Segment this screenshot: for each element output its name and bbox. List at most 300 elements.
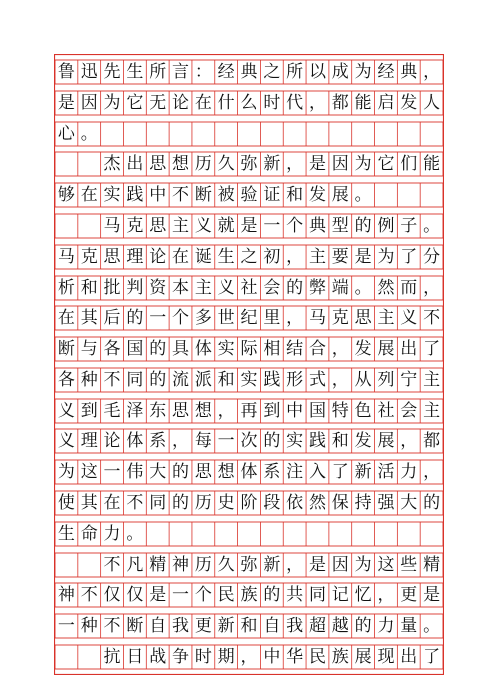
grid-character: 弥 [240,555,258,575]
text-line [54,583,444,607]
grid-character: 什 [217,93,235,113]
grid-character: 大 [400,493,418,513]
grid-character: 我 [286,616,304,636]
grid-character: 量 [400,616,418,636]
grid-character: 泽 [126,401,144,421]
grid-character: 展 [354,647,372,667]
text-line [54,306,444,330]
grid-character: 凡 [126,555,144,575]
grid-character: 发 [354,431,372,451]
grid-character: 体 [126,431,144,451]
grid-character: 久 [217,154,235,174]
grid-character: 些 [400,555,418,575]
grid-character: 实 [217,339,235,359]
grid-character: 形 [286,370,304,390]
grid-character: 是 [149,585,167,605]
grid-character: 式 [308,370,326,390]
grid-character: 么 [240,93,258,113]
grid-character: 成 [331,62,349,82]
grid-character: 主 [194,278,212,298]
grid-character: 是 [354,247,372,267]
grid-character: 因 [331,154,349,174]
grid-character: 典 [308,216,326,236]
grid-character: 新 [263,555,281,575]
grid-character: 马 [103,216,121,236]
grid-character: 的 [354,216,372,236]
grid-character: 力 [400,462,418,482]
grid-character: 言 [172,62,190,82]
grid-character: 为 [354,154,372,174]
grid-character: 与 [80,339,98,359]
grid-character: 新 [354,462,372,482]
grid-character: 多 [194,308,212,328]
grid-character: 型 [331,216,349,236]
grid-character: 不 [172,185,190,205]
grid-character [77,214,101,238]
grid-character: 生 [126,62,144,82]
grid-character: 展 [377,431,395,451]
grid-character: 抗 [103,647,121,667]
grid-character: 派 [194,370,212,390]
grid-character: 战 [149,647,167,667]
grid-character: ： [194,62,212,82]
grid-character: 生 [57,524,75,544]
grid-character: 不 [126,493,144,513]
grid-character: 新 [217,616,235,636]
grid-character: 不 [103,616,121,636]
grid-character: 经 [217,62,235,82]
grid-character: 国 [126,339,144,359]
grid-character: 先 [103,62,121,82]
grid-character: 社 [240,278,258,298]
grid-character: 思 [172,401,190,421]
grid-character: 思 [149,216,167,236]
grid-character: 越 [331,616,349,636]
grid-character: 后 [103,308,121,328]
grid-character: 了 [423,339,441,359]
text-line [54,183,444,207]
grid-character: 义 [57,401,75,421]
text-line [54,276,444,300]
grid-character: 特 [331,401,349,421]
grid-character: 相 [263,339,281,359]
grid-character: 时 [194,647,212,667]
grid-character: 思 [194,462,212,482]
grid-character: 的 [172,493,190,513]
text-line [54,214,444,238]
grid-character: 。 [354,278,372,298]
grid-character: 义 [57,431,75,451]
grid-character: 义 [217,278,235,298]
grid-character: 践 [263,370,281,390]
grid-character: 想 [217,462,235,482]
grid-character: 生 [217,247,235,267]
grid-character: 精 [423,555,441,575]
grid-character: 鲁 [57,62,75,82]
grid-character: 的 [126,308,144,328]
grid-character: 体 [194,339,212,359]
grid-character: 久 [217,555,235,575]
grid-character: 心 [57,124,75,144]
grid-character: 族 [240,585,258,605]
grid-character: 迅 [80,62,98,82]
grid-character: 的 [149,370,167,390]
grid-character: 是 [308,154,326,174]
grid-character: 启 [377,93,395,113]
grid-character: 历 [194,493,212,513]
grid-character: 阶 [240,493,258,513]
grid-character: 论 [149,247,167,267]
grid-character: ， [423,62,441,82]
grid-character: 主 [308,247,326,267]
grid-character: 克 [331,308,349,328]
grid-character: 主 [423,401,441,421]
grid-character: 分 [423,247,441,267]
grid-character: 从 [354,370,372,390]
grid-character: 神 [172,555,190,575]
grid-character: 东 [149,401,167,421]
grid-character: 不 [103,555,121,575]
grid-character: 断 [126,616,144,636]
grid-character: 际 [240,339,258,359]
grid-character: 杰 [103,154,121,174]
grid-character: 无 [149,93,167,113]
grid-character: 注 [286,462,304,482]
grid-lines [54,54,444,675]
grid-character: 验 [240,185,258,205]
grid-character: 实 [103,185,121,205]
grid-character: 发 [400,93,418,113]
grid-character [77,152,101,176]
grid-character: 它 [126,93,144,113]
grid-character: 批 [103,278,121,298]
grid-character: 的 [354,616,372,636]
grid-character: 里 [263,308,281,328]
grid-character: 伟 [126,462,144,482]
grid-character: ， [240,647,258,667]
grid-character [54,152,78,176]
grid-character: 一 [149,308,167,328]
grid-character: 初 [263,247,281,267]
grid-character: 到 [80,401,98,421]
grid-character: ， [286,308,304,328]
grid-character: 是 [57,93,75,113]
grid-character: 在 [172,247,190,267]
grid-character: 社 [377,401,395,421]
grid-character: 各 [57,370,75,390]
grid-character: 同 [149,493,167,513]
grid-character: 更 [194,616,212,636]
grid-character: 合 [308,339,326,359]
grid-character: 资 [149,278,167,298]
grid-character: 出 [126,154,144,174]
grid-character: ， [423,278,441,298]
text-line [54,645,444,669]
grid-character: 因 [331,555,349,575]
text-line [54,491,444,515]
grid-character: 期 [217,647,235,667]
grid-character: 中 [263,647,281,667]
grid-character: 自 [263,616,281,636]
grid-character: 主 [377,308,395,328]
grid-character: 仅 [126,585,144,605]
grid-character: 体 [240,462,258,482]
grid-character: 马 [57,247,75,267]
grid-character: 次 [240,431,258,451]
grid-character: 神 [57,585,75,605]
grid-character: 弊 [308,278,326,298]
grid-character: ， [423,462,441,482]
grid-character: 强 [377,493,395,513]
grid-character: 的 [286,278,304,298]
grid-character: 和 [217,370,235,390]
grid-character: 和 [240,616,258,636]
grid-character: 同 [126,370,144,390]
grid-character [77,645,101,669]
grid-character: 了 [331,462,349,482]
grid-character: 一 [217,431,235,451]
grid-character: 我 [172,616,190,636]
grid-character: 种 [80,616,98,636]
grid-character: 具 [172,339,190,359]
grid-character: 是 [308,555,326,575]
grid-character: 思 [354,308,372,328]
grid-character: 超 [308,616,326,636]
grid-character: 大 [149,462,167,482]
grid-character: 的 [172,462,190,482]
grid-character: 义 [400,308,418,328]
grid-character: 每 [194,431,212,451]
grid-character: 日 [126,647,144,667]
grid-character: 诞 [194,247,212,267]
grid-character: 理 [80,431,98,451]
grid-character: 宁 [400,370,418,390]
grid-character: 一 [263,216,281,236]
grid-character: 国 [308,401,326,421]
grid-character: 民 [217,585,235,605]
grid-character: ， [308,93,326,113]
grid-character: 不 [103,370,121,390]
text-line [54,399,444,423]
grid-character [54,214,78,238]
grid-character: 持 [354,493,372,513]
grid-character: ， [377,585,395,605]
grid-character: 都 [331,93,349,113]
grid-character: 争 [172,647,190,667]
grid-character: 为 [57,462,75,482]
grid-character: 所 [286,62,304,82]
grid-character: 各 [103,339,121,359]
grid-character: 是 [240,216,258,236]
grid-character [77,553,101,577]
grid-character: 例 [377,216,395,236]
grid-character: 精 [149,555,167,575]
grid-character: ， [286,154,304,174]
grid-character: 端 [331,278,349,298]
text-line [54,522,444,546]
grid-character: 和 [286,185,304,205]
grid-character: 和 [80,278,98,298]
text-line [54,614,444,638]
grid-character: 了 [400,247,418,267]
grid-character: 是 [423,585,441,605]
grid-character: 历 [194,154,212,174]
grid-character: 的 [263,585,281,605]
grid-character: 时 [263,93,281,113]
grid-character: 系 [263,462,281,482]
grid-character: 都 [423,431,441,451]
grid-character: 记 [331,585,349,605]
grid-character: 使 [57,493,75,513]
grid-character: 在 [80,185,98,205]
grid-character: 再 [240,401,258,421]
grid-character: 系 [149,431,167,451]
grid-character: 经 [377,62,395,82]
grid-character: 毛 [103,401,121,421]
grid-character: 世 [217,308,235,328]
grid-character: 种 [80,370,98,390]
grid-character: 典 [240,62,258,82]
grid-character: 不 [423,308,441,328]
grid-character: 们 [400,154,418,174]
grid-character: 纪 [240,308,258,328]
grid-character: 依 [286,493,304,513]
text-line [54,553,444,577]
grid-character: ， [331,339,349,359]
grid-character: 其 [80,493,98,513]
grid-character: 发 [354,339,372,359]
text-line [54,429,444,453]
grid-character: 为 [354,555,372,575]
grid-character: 一 [172,585,190,605]
grid-character: 之 [240,247,258,267]
grid-character: ， [331,370,349,390]
grid-character: 为 [377,247,395,267]
text-line [54,152,444,176]
grid-character: 入 [308,462,326,482]
grid-character: 个 [194,585,212,605]
grid-character: 力 [103,524,121,544]
grid-character: 想 [172,154,190,174]
grid-character: 其 [80,308,98,328]
grid-character: 能 [354,93,372,113]
grid-character: 要 [331,247,349,267]
grid-character: ， [217,401,235,421]
grid-character: 论 [172,93,190,113]
grid-character: 展 [377,339,395,359]
grid-character: 色 [354,401,372,421]
grid-character: 主 [172,216,190,236]
grid-character: 主 [423,370,441,390]
grid-character: 出 [400,647,418,667]
grid-character: 忆 [354,585,372,605]
grid-character: 的 [263,431,281,451]
grid-character: 断 [194,185,212,205]
grid-character: ， [172,431,190,451]
text-line [54,245,444,269]
grid-character: 力 [377,616,395,636]
grid-character: 实 [286,431,304,451]
grid-character: 和 [331,431,349,451]
grid-character: 这 [80,462,98,482]
grid-character: 践 [308,431,326,451]
grid-character: 理 [126,247,144,267]
grid-character: 列 [377,370,395,390]
grid-character: 。 [423,616,441,636]
grid-character: 。 [423,216,441,236]
grid-character: 不 [80,585,98,605]
grid-character: 民 [308,647,326,667]
grid-character: 以 [308,62,326,82]
grid-character [54,553,78,577]
grid-character: 命 [80,524,98,544]
grid-character: 马 [308,308,326,328]
grid-character: 在 [103,493,121,513]
grid-character: 代 [286,93,304,113]
grid-character: 段 [263,493,281,513]
grid-character: ， [286,555,304,575]
grid-character: 发 [308,185,326,205]
grid-character: 能 [423,154,441,174]
text-line [54,368,444,392]
grid-character: 个 [286,216,304,236]
grid-character: 在 [57,308,75,328]
grid-character: 了 [423,647,441,667]
grid-character: 的 [423,493,441,513]
grid-character: 为 [354,62,372,82]
grid-character: 践 [126,185,144,205]
grid-character: 会 [263,278,281,298]
grid-character: 展 [331,185,349,205]
grid-character: 族 [331,647,349,667]
grid-character: 被 [217,185,235,205]
grid-character: 流 [172,370,190,390]
grid-outer-border [55,55,444,675]
grid-character: 的 [149,339,167,359]
grid-character: 然 [308,493,326,513]
grid-character: 这 [377,555,395,575]
grid-character: 自 [149,616,167,636]
grid-character: 之 [263,62,281,82]
text-line [54,91,444,115]
grid-character: 因 [80,93,98,113]
grid-character: 历 [194,555,212,575]
grid-character: 就 [217,216,235,236]
grid-character: 而 [400,278,418,298]
text-line [54,122,444,146]
grid-character: 同 [308,585,326,605]
grid-character: 现 [377,647,395,667]
grid-character: 。 [126,524,144,544]
grid-character: 一 [103,462,121,482]
grid-character: 所 [149,62,167,82]
grid-character: 为 [103,93,121,113]
composition-grid-paper [54,54,444,675]
text-line [54,337,444,361]
grid-character: 它 [377,154,395,174]
grid-character: 结 [286,339,304,359]
grid-character: 够 [57,185,75,205]
grid-character: 实 [240,370,258,390]
text-line [54,60,444,84]
grid-character: 义 [194,216,212,236]
grid-character: 一 [57,616,75,636]
grid-character: 然 [377,278,395,298]
grid-character: 个 [172,308,190,328]
grid-character: 更 [400,585,418,605]
grid-character: 保 [331,493,349,513]
grid-character: 典 [400,62,418,82]
